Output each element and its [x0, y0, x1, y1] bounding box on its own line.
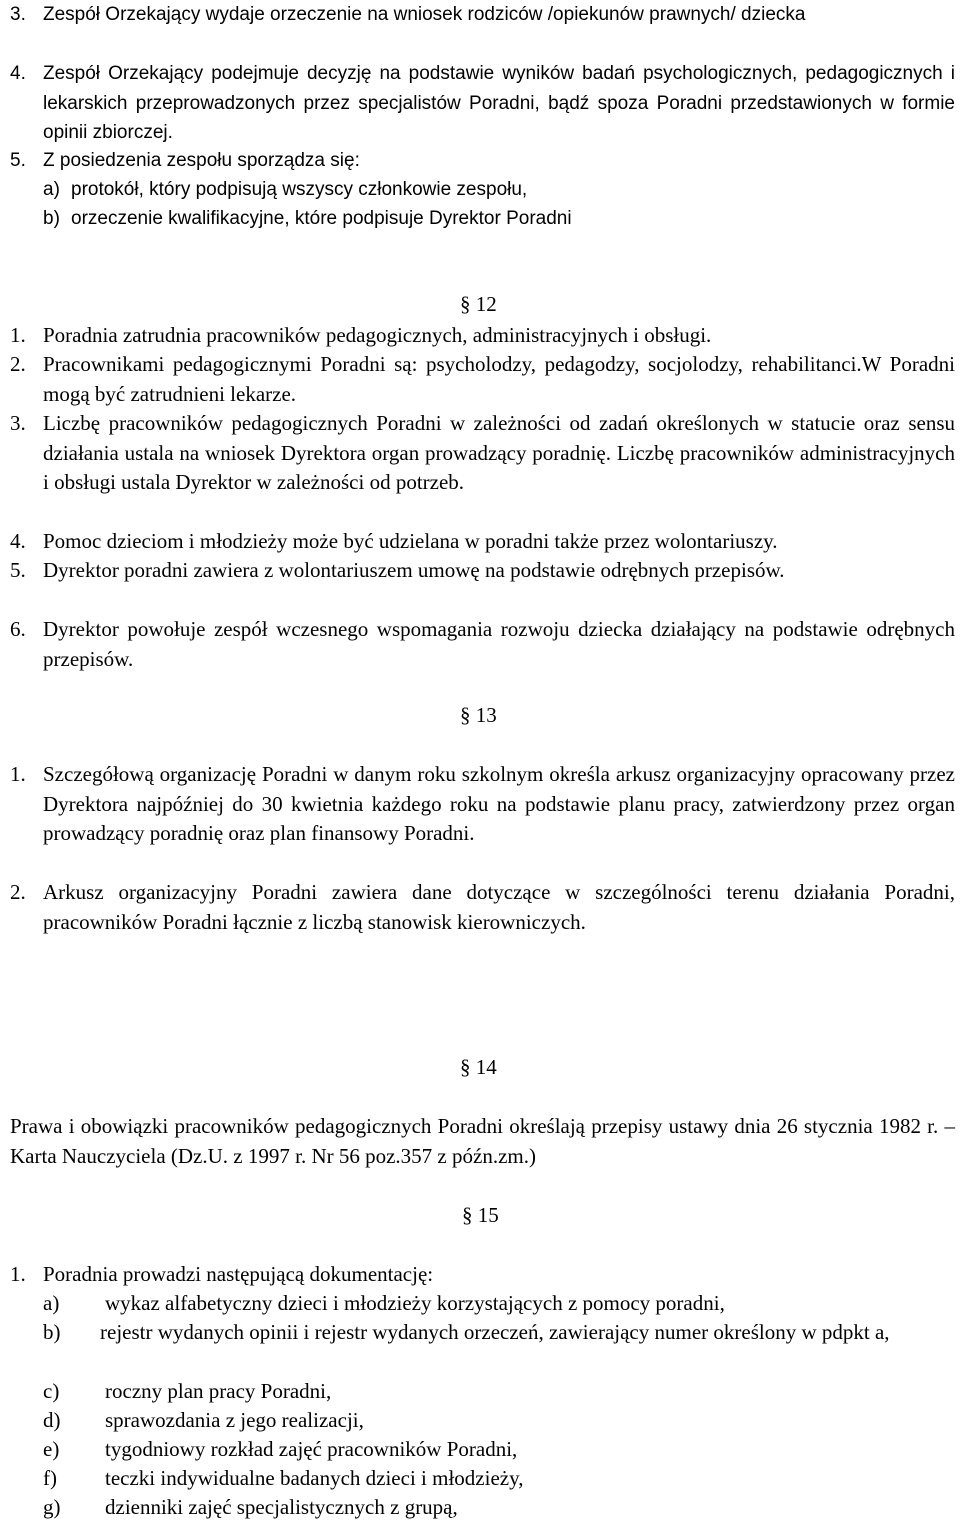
sub-item-text: tygodniowy rozkład zajęć pracowników Poradni,: [105, 1437, 518, 1461]
sub-item-text: dzienniki zajęć specjalistycznych z grupą,: [105, 1495, 458, 1519]
list-item: [10, 760, 955, 849]
item-text: Poradnia prowadzi następującą dokumentację:: [43, 1262, 434, 1286]
list-item: [10, 409, 955, 498]
item-text: Pracownikami pedagogicznymi Poradni są: psycholodzy, pedagodzy, socjolodzy, rehabilitanci.W Poradni mogą być zatrudnieni lekarze.: [43, 352, 955, 406]
item-text: Pomoc dzieciom i młodzieży może być udzielana w poradni także przez wolontariuszy.: [43, 529, 778, 553]
item-text: Zespół Orzekający wydaje orzeczenie na wniosek rodziców /opiekunów prawnych/ dziecka: [43, 4, 806, 25]
sub-item-label: e): [43, 1437, 60, 1461]
item-text: Szczegółową organizację Poradni w danym roku szkolnym określa arkusz organizacyjny opracowany przez Dyrektora najpóźniej do 30 kwietnia każdego roku na podstawie planu pracy, zatwierdzony przez organ prowadzący poradnię oraz plan finansowy Poradni.: [43, 762, 955, 845]
paragraph: Prawa i obowiązki pracowników pedagogicznych Poradni określają przepisy ustawy dnia 26 stycznia 1982 r. – Karta Nauczyciela (Dz.U. z 1997 r. Nr 56 poz.357 z późn.zm.): [10, 1114, 955, 1168]
item-text: Liczbę pracowników pedagogicznych Poradni w zależności od zadań określonych w statucie oraz sensu działania ustala na wniosek Dyrektora organ prowadzący poradnię. Liczbę pracowników administracyjnych i obsługi ustala Dyrektor w zależności od potrzeb.: [43, 411, 955, 494]
sub-item: [43, 1435, 943, 1465]
item-text: Arkusz organizacyjny Poradni zawiera dane dotyczące w szczególności terenu działania Poradni, pracowników Poradni łącznie z liczbą stanowisk kierowniczych.: [43, 880, 955, 934]
sub-item: [43, 1493, 943, 1523]
list-item: [10, 350, 955, 409]
sub-item-text: teczki indywidualne badanych dzieci i młodzieży,: [105, 1466, 524, 1490]
sub-item: [43, 1406, 943, 1436]
item-number: 3.: [10, 411, 26, 435]
item-text: Dyrektor powołuje zespół wczesnego wspomagania rozwoju dziecka działający na podstawie odrębnych przepisów.: [43, 617, 955, 671]
sub-item: [43, 1318, 943, 1348]
list-item: [10, 878, 955, 937]
sub-item-text: roczny plan pracy Poradni,: [105, 1379, 332, 1403]
item-number: 2.: [10, 880, 26, 904]
sub-item-text: wykaz alfabetyczny dzieci i młodzieży korzystających z pomocy poradni,: [105, 1291, 725, 1315]
item-number: 4.: [10, 63, 26, 84]
item-number: 5.: [10, 558, 26, 582]
sub-item: [43, 1464, 943, 1494]
item-number: 2.: [10, 352, 26, 376]
item-number: 5.: [10, 150, 26, 171]
sub-item-label: c): [43, 1379, 60, 1403]
item-text: Z posiedzenia zespołu sporządza się:: [43, 150, 360, 171]
sub-item: [43, 1377, 943, 1407]
sub-item-label: f): [43, 1466, 57, 1490]
sub-item-text: orzeczenie kwalifikacyjne, które podpisuje Dyrektor Poradni: [71, 208, 572, 229]
list-item: [10, 1260, 955, 1290]
list-item: [10, 59, 955, 148]
sub-item-label: d): [43, 1408, 61, 1432]
sub-item-text: rejestr wydanych opinii i rejestr wydanych orzeczeń, zawierający numer określony w pdpkt a,: [100, 1320, 890, 1344]
sub-item-label: b): [43, 1320, 61, 1344]
sub-item: [43, 1289, 943, 1319]
item-number: 4.: [10, 529, 26, 553]
item-number: 3.: [10, 4, 26, 25]
sub-item-text: protokół, który podpisują wszyscy członkowie zespołu,: [71, 179, 528, 200]
sub-item-label: a): [43, 1291, 60, 1315]
item-number: 6.: [10, 617, 26, 641]
list-item: [10, 527, 955, 557]
sub-item-text: sprawozdania z jego realizacji,: [105, 1408, 364, 1432]
sub-item-label: b): [43, 208, 60, 229]
list-item: [10, 0, 955, 30]
list-item: [10, 556, 955, 586]
item-number: 1.: [10, 323, 26, 347]
section-heading: § 13: [460, 703, 497, 727]
item-text: Zespół Orzekający podejmuje decyzję na podstawie wyników badań psychologicznych, pedagogicznych i lekarskich przeprowadzonych przez specjalistów Poradni, bądź spoza Poradni przedstawionych w formie opinii zbiorczej.: [43, 63, 955, 143]
sub-item-label: a): [43, 179, 60, 200]
item-number: 1.: [10, 1262, 26, 1286]
sub-item-label: g): [43, 1495, 61, 1519]
section-heading: § 14: [460, 1055, 497, 1079]
list-item: [10, 321, 955, 351]
list-item: [10, 146, 955, 176]
section-heading: § 12: [460, 292, 497, 316]
sub-item: [43, 175, 943, 205]
item-text: Dyrektor poradni zawiera z wolontariuszem umowę na podstawie odrębnych przepisów.: [43, 558, 785, 582]
item-number: 1.: [10, 762, 26, 786]
item-text: Poradnia zatrudnia pracowników pedagogicznych, administracyjnych i obsługi.: [43, 323, 712, 347]
list-item: [10, 615, 955, 674]
sub-item: [43, 204, 943, 234]
section-heading: § 15: [462, 1203, 499, 1227]
